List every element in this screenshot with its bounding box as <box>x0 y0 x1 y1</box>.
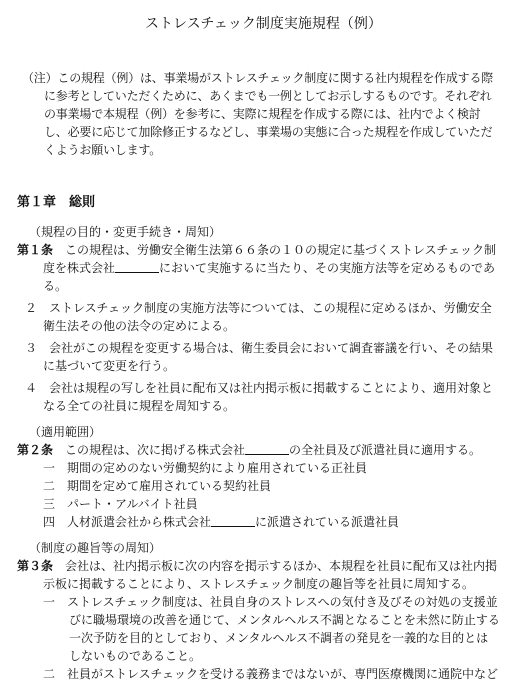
article-text: 会社は、社内掲示板に次の内容を掲示するほか、本規程を社員に配布又は社内掲示板に掲載することにより、ストレスチェック制度の趣旨等を社員に周知する。 <box>43 559 498 591</box>
list-item: 三 パート・アルバイト社員 <box>43 497 198 511</box>
article-text: において実施するに当たり、その実施方法等を定めるものである。 <box>43 261 496 293</box>
article-text: この規程は、労働安全衛生法第６６条の１０の規定に基づくストレスチェック制度を株式会社 <box>43 243 497 275</box>
article-text: この規程は、次に掲げる株式会社 <box>53 443 246 457</box>
article-caption: （規程の目的・変更手続き・周知） <box>29 225 222 239</box>
article-2 <box>17 441 500 459</box>
article-caption: （適用範囲） <box>29 425 102 439</box>
paragraph-3: ３ 会社がこの規程を変更する場合は、衛生委員会において調査審議を行い、その結果に基づいて変更を行う。 <box>25 341 494 373</box>
list-item <box>17 513 500 531</box>
article-caption: （制度の趣旨等の周知） <box>29 541 162 555</box>
article-text: の全社員及び派遣社員に適用する。 <box>289 443 482 457</box>
item-text: に派遣されている派遣社員 <box>255 515 400 529</box>
note-paragraph: （注）この規程（例）は、事業場がストレスチェック制度に関する社内規程を作成する際に参考としていただくために、あくまでも一例としてお示しするものです。それぞれの事業場で本規程（例）を参考に、実際に規程を作成する際には、社内でよく検討し、必要に応じて加除修正するなどし、事業場の実態に合った規程を作成していただくようお願いします。 <box>22 71 494 157</box>
article-number: 第１条 <box>17 243 54 257</box>
chapter-heading: 第１章 総則 <box>17 195 96 210</box>
fill-blank <box>211 514 255 527</box>
chapter-body <box>17 223 500 683</box>
paragraph-2: ２ ストレスチェック制度の実施方法等については、この規程に定めるほか、労働安全衛生法その他の法令の定めによる。 <box>25 301 492 333</box>
article-3 <box>17 557 500 593</box>
list-item: 一 期間の定めのない労働契約により雇用されている正社員 <box>43 461 368 475</box>
article-1 <box>17 241 500 295</box>
paragraph-4: ４ 会社は規程の写しを社員に配布又は社内掲示板に掲載することにより、適用対象となる全ての社員に規程を周知する。 <box>25 381 494 413</box>
list-item: 二 社員がストレスチェックを受ける義務まではないが、専門医療機関に通院中など <box>43 667 499 681</box>
item-text: 四 人材派遣会社から株式会社 <box>43 515 212 529</box>
document-title: ストレスチェック制度実施規程（例） <box>145 16 382 32</box>
fill-blank <box>245 442 289 455</box>
list-item: 二 期間を定めて雇用されている契約社員 <box>43 479 272 493</box>
list-item: 一 ストレスチェック制度は、社員自身のストレスへの気付き及びその対処の支援並びに職場環境の改善を通じて、メンタルヘルス不調となることを未然に防止する一次予防を目的としており、メンタルヘルス不調者の発見を一義的な目的とはしないものであること。 <box>43 595 500 663</box>
fill-blank <box>115 260 159 273</box>
article-number: 第２条 <box>17 443 54 457</box>
article-number: 第３条 <box>17 559 54 573</box>
